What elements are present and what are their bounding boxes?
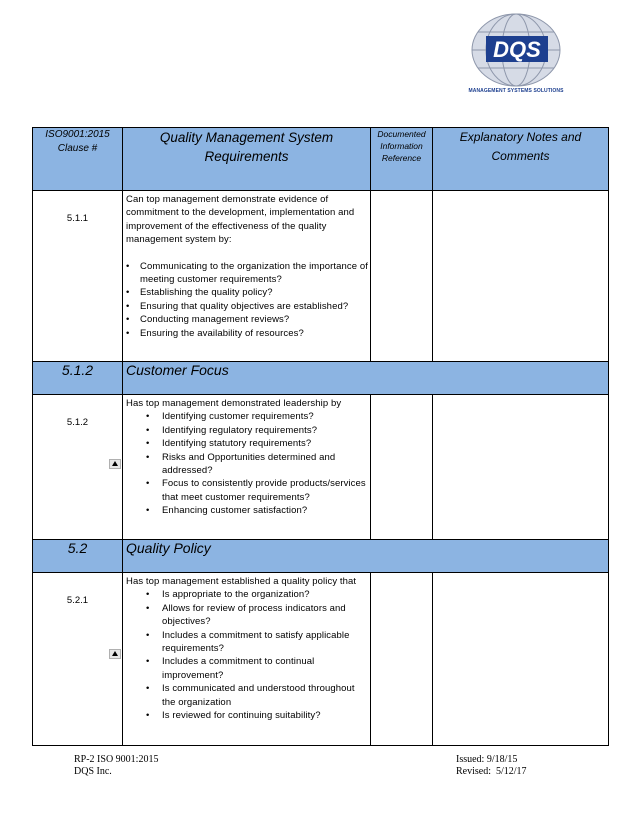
- list-item: • Is communicated and understood throughout the organization: [126, 682, 368, 709]
- list-item: • Risks and Opportunities determined and addressed?: [126, 451, 368, 478]
- list-item: • Establishing the quality policy?: [126, 286, 368, 299]
- section-number: 5.2: [33, 540, 123, 573]
- table-row: [33, 573, 609, 746]
- notes-cell[interactable]: [433, 573, 609, 746]
- requirements-table: [32, 127, 609, 746]
- clause-number: 5.1.1: [33, 191, 123, 362]
- table-row: [33, 191, 609, 362]
- section-row: [33, 540, 609, 573]
- table-header-row: [33, 128, 609, 191]
- footer-right: Issued: 9/18/15 Revised: 5/12/17: [456, 754, 527, 777]
- documented-info-cell[interactable]: [371, 395, 433, 540]
- list-item: • Includes a commitment to continual improvement?: [126, 655, 368, 682]
- list-item: • Enhancing customer satisfaction?: [126, 504, 368, 517]
- list-item: • Is appropriate to the organization?: [126, 588, 368, 601]
- documented-info-cell[interactable]: [371, 191, 433, 362]
- list-item: • Communicating to the organization the importance of meeting customer requirements?: [126, 260, 368, 287]
- list-item: • Identifying regulatory requirements?: [126, 424, 368, 437]
- notes-cell[interactable]: [433, 191, 609, 362]
- list-item: • Identifying statutory requirements?: [126, 437, 368, 450]
- section-title: Customer Focus: [123, 362, 609, 395]
- notes-cell[interactable]: [433, 395, 609, 540]
- requirement-text: Has top management established a quality policy that • Is appropriate to the organization? • Allows for review of process indicators and objectives? • Includes a commitment to satisfy applicable requirements? • Includes a commitment to continual improvement? • Is communicated and understood throughout the organization • Is reviewed for continuing suitability?: [123, 573, 371, 746]
- logo-caption: MANAGEMENT SYSTEMS SOLUTIONS: [468, 88, 564, 94]
- section-number: 5.1.2: [33, 362, 123, 395]
- clause-number: 5.1.2: [33, 395, 123, 540]
- documented-info-cell[interactable]: [371, 573, 433, 746]
- list-item: • Identifying customer requirements?: [126, 410, 368, 423]
- list-item: • Conducting management reviews?: [126, 313, 368, 326]
- list-item: • Is reviewed for continuing suitability?: [126, 709, 368, 722]
- list-item: • Ensuring that quality objectives are established?: [126, 300, 368, 313]
- list-item: • Ensuring the availability of resources?: [126, 327, 368, 340]
- requirement-text: Can top management demonstrate evidence of commitment to the development, implementation and improvement of the effectiveness of the quality management system by: • Communicating to the organization the importance of meeting customer requirements? • Establishing the quality policy? • Ensuring that quality objectives are established? • Conducting management reviews? • Ensuring the availability of resources?: [123, 191, 371, 362]
- clause-number: 5.2.1: [33, 573, 123, 746]
- scroll-up-arrow-icon[interactable]: [109, 649, 121, 659]
- scroll-up-arrow-icon[interactable]: [109, 459, 121, 469]
- dqs-logo-icon: [462, 10, 570, 100]
- list-item: • Includes a commitment to satisfy applicable requirements?: [126, 629, 368, 656]
- list-item: • Focus to consistently provide products/services that meet customer requirements?: [126, 477, 368, 504]
- header-documented-info: Documented Information Reference: [371, 128, 433, 191]
- header-requirements: Quality Management System Requirements: [123, 128, 371, 191]
- requirement-text: Has top management demonstrated leadership by • Identifying customer requirements? • Identifying regulatory requirements? • Identifying statutory requirements? • Risks and Opportunities determined and addressed? • Focus to consistently provide products/services that meet customer requirements? • Enhancing customer satisfaction?: [123, 395, 371, 540]
- svg-text:DQS: DQS: [493, 37, 541, 62]
- footer-left: RP-2 ISO 9001:2015 DQS Inc.: [74, 754, 159, 777]
- header-notes: Explanatory Notes and Comments: [433, 128, 609, 191]
- list-item: • Allows for review of process indicators and objectives?: [126, 602, 368, 629]
- section-row: [33, 362, 609, 395]
- table-row: [33, 395, 609, 540]
- header-clause: ISO9001:2015 Clause #: [33, 128, 123, 191]
- section-title: Quality Policy: [123, 540, 609, 573]
